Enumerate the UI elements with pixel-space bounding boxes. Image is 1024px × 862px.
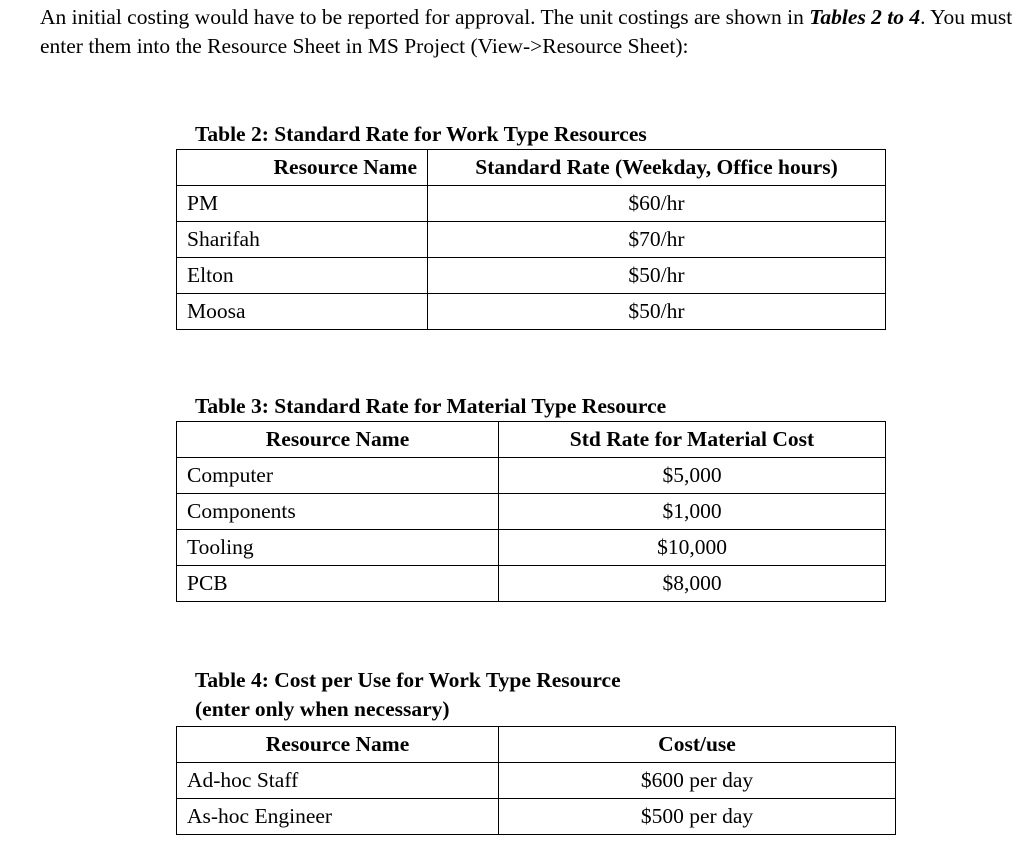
resource-name-cell: PCB <box>177 566 499 602</box>
table4-caption-line2: (enter only when necessary) <box>195 697 450 721</box>
table-row <box>177 494 886 530</box>
intro-text-before: An initial costing would have to be reported for approval. The unit costings are shown in <box>40 5 810 29</box>
resource-name-cell: Sharifah <box>177 222 428 258</box>
cost-cell: $8,000 <box>499 566 886 602</box>
cost-cell: $600 per day <box>499 763 896 799</box>
resource-name-cell: Ad-hoc Staff <box>177 763 499 799</box>
resource-name-cell: Components <box>177 494 499 530</box>
column-header-material-cost: Std Rate for Material Cost <box>499 422 886 458</box>
resource-name-cell: Tooling <box>177 530 499 566</box>
table-header-row <box>177 150 886 186</box>
resource-name-cell: PM <box>177 186 428 222</box>
cost-cell: $500 per day <box>499 799 896 835</box>
rate-cell: $50/hr <box>428 258 886 294</box>
resource-name-cell: Moosa <box>177 294 428 330</box>
table-row <box>177 530 886 566</box>
rate-cell: $60/hr <box>428 186 886 222</box>
column-header-cost-per-use: Cost/use <box>499 727 896 763</box>
intro-text-after: . You must enter them into the Resource Sheet in MS Project (View->Resource Sheet): <box>40 5 1013 58</box>
table3-material-rates <box>176 421 886 602</box>
column-header-standard-rate: Standard Rate (Weekday, Office hours) <box>428 150 886 186</box>
table-row <box>177 294 886 330</box>
table-row <box>177 458 886 494</box>
rate-cell: $70/hr <box>428 222 886 258</box>
cost-cell: $1,000 <box>499 494 886 530</box>
resource-name-cell: Computer <box>177 458 499 494</box>
resource-name-cell: As-hoc Engineer <box>177 799 499 835</box>
table-row <box>177 566 886 602</box>
table-header-row <box>177 727 896 763</box>
table-row <box>177 799 896 835</box>
cost-cell: $5,000 <box>499 458 886 494</box>
table2-caption: Table 2: Standard Rate for Work Type Resources <box>195 122 647 146</box>
cost-cell: $10,000 <box>499 530 886 566</box>
table2-work-rates <box>176 149 886 330</box>
table-row <box>177 258 886 294</box>
resource-name-cell: Elton <box>177 258 428 294</box>
rate-cell: $50/hr <box>428 294 886 330</box>
table4-caption-line1: Table 4: Cost per Use for Work Type Resource <box>195 668 621 692</box>
column-header-resource-name: Resource Name <box>177 422 499 458</box>
table-row <box>177 186 886 222</box>
table4-caption <box>195 666 621 724</box>
intro-emphasis: Tables 2 to 4 <box>809 5 921 29</box>
table-header-row <box>177 422 886 458</box>
column-header-resource-name: Resource Name <box>177 727 499 763</box>
table-row <box>177 222 886 258</box>
table-row <box>177 763 896 799</box>
table3-caption: Table 3: Standard Rate for Material Type Resource <box>195 394 667 418</box>
table4-cost-per-use <box>176 726 896 835</box>
column-header-resource-name: Resource Name <box>177 150 428 186</box>
intro-paragraph <box>40 3 1015 61</box>
